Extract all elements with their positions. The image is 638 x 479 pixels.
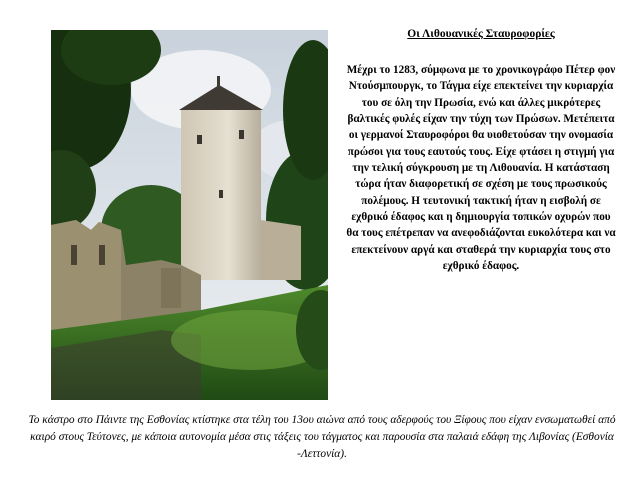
body-paragraph: Μέχρι το 1283, σύμφωνα με το χρονικογράφο Πέτερ φον Ντούσμπουργκ, το Τάγμα είχε επεκτείνει την κυριαρχία του σε όλη την Πρωσία, ενώ και άλλες μικρότερες βαλτικές φυλές είχαν την τύχη των Πρώσων. Μετέπειτα οι γερμανοί Σταυροφόροι θα υιοθετούσαν την ονομασία πρώσοι για τους εαυτούς τους. Είχε φτάσει η στιγμή για την τελική σύγκρουση με τη Λιθουανία. Η κατάσταση τώρα ήταν διαφορετική σε σχέση με τους πρωσικούς πολέμους. Η τευτονική τακτική ήταν η εισβολή σε εχθρικό έδαφος και η δημιουργία τοπικών οχυρών που θα τους επέτρεπαν να ανεφοδιάζονται ευκολότερα και να επεκτείνουν αργά και σταθερά την κυριαρχία τους στο εχθρικό έδαφος.: [346, 64, 616, 273]
photo-caption: Το κάστρο στο Πάιντε της Εσθονίας κτίστηκε στα τέλη του 13ου αιώνα από τους αδερφούς του Ξίφους που είχαν ενσωματωθεί από καιρό στους Τεύτονες, με κάποια αυτονομία μέσα στις τάξεις του τάγματος και παρουσία στα παλαιά εδάφη της Λιβονίας (Εσθονία -Λεττονία).: [28, 414, 616, 460]
slide-title: Οι Λιθουανικές Σταυροφορίες: [407, 28, 555, 40]
castle-illustration: [51, 30, 328, 400]
castle-photo: [51, 30, 328, 400]
